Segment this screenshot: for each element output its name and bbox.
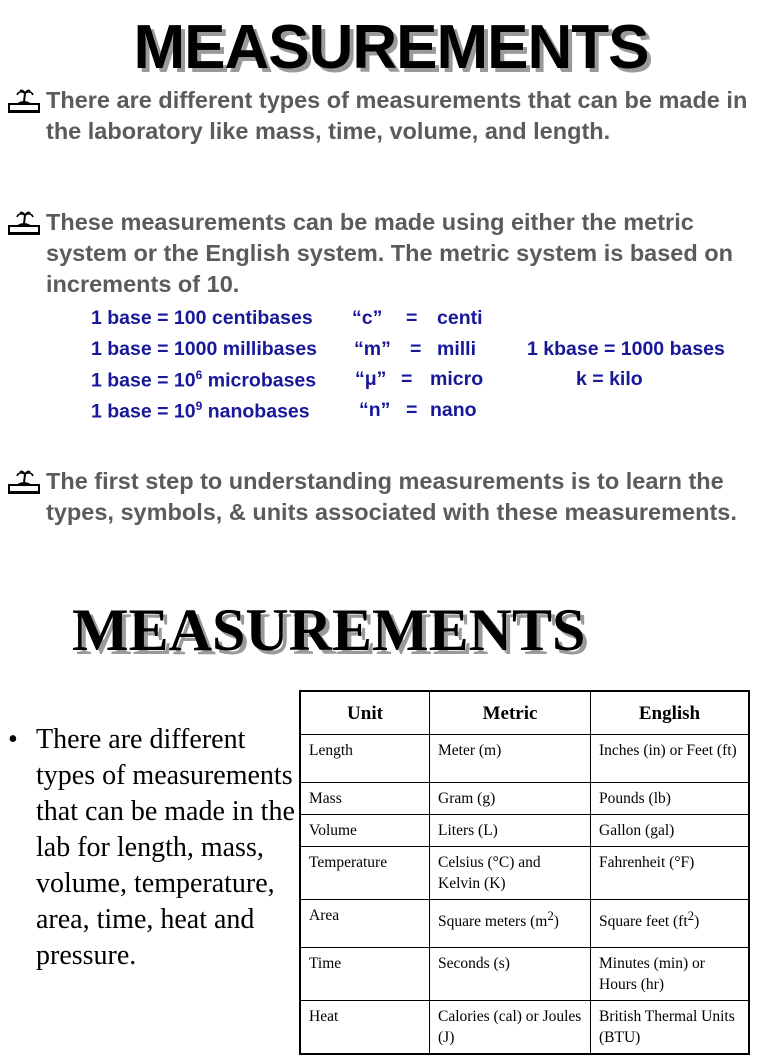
cell-text: ) — [694, 913, 700, 931]
unit-line-centi — [91, 307, 313, 330]
cell-metric — [430, 815, 591, 847]
unit-line-text: microbases — [202, 369, 317, 392]
cell-english — [591, 815, 750, 847]
cell-metric — [430, 735, 591, 783]
cell-unit: Heat — [300, 1001, 430, 1055]
cell-metric — [430, 847, 591, 900]
cell-english — [591, 783, 750, 815]
unit-line-text: nanobases — [202, 400, 310, 423]
unit-exponent: 9 — [195, 399, 203, 413]
cell-english — [591, 847, 750, 900]
unit-symbol-nano: “n” — [359, 399, 391, 421]
slide1-bullet-3 — [8, 466, 760, 528]
cell-english — [591, 735, 750, 783]
cell-unit: Volume — [300, 815, 430, 847]
table-row — [300, 735, 749, 783]
unit-symbol-micro: “μ” — [355, 368, 387, 390]
table-row — [300, 1001, 749, 1055]
cell-metric — [430, 1001, 591, 1055]
cell-exponent: 2 — [547, 908, 554, 923]
unit-name-milli: milli — [437, 338, 477, 360]
slide1-bullet-1-text: There are different types of measurements that can be made in the laboratory like mass, time, volume, and length. — [46, 87, 748, 144]
cell-english — [591, 1001, 750, 1055]
unit-line-text: 1 base = 10 — [91, 400, 196, 423]
cell-text: Meter (m) — [438, 742, 502, 759]
cell-text: Gallon (gal) — [599, 822, 675, 839]
slide2-bullet-text: There are different types of measurements that can be made in the lab for length, mass, volume, temperature, area, time, heat and pressure. — [36, 724, 295, 971]
unit-eq: = — [410, 338, 422, 360]
cell-text: Square meters (m — [438, 913, 548, 931]
cell-text: Inches (in) or Feet (ft) — [599, 742, 737, 759]
measurement-table — [299, 690, 750, 1055]
unit-name-nano: nano — [430, 399, 477, 421]
unit-line-micro — [91, 368, 316, 393]
slide1-bullet-2-text: These measurements can be made using either the metric system or the English system. The metric system is based on increments of 10. — [46, 209, 733, 297]
slide1-bullet-2 — [8, 207, 760, 300]
table-row — [300, 815, 749, 847]
unit-eq: = — [401, 368, 413, 390]
cell-text: ) — [553, 913, 559, 931]
cell-text: Square feet (ft — [599, 913, 688, 931]
table-header-row — [300, 691, 749, 735]
unit-line-text: 1 base = 100 centibases — [91, 307, 313, 329]
cell-english — [591, 948, 750, 1001]
header-english: English — [591, 691, 750, 735]
unit-line-text: 1 base = 10 — [91, 369, 196, 392]
island-palm-icon — [8, 211, 40, 237]
cell-text: Minutes (min) or Hours (hr) — [599, 955, 705, 993]
unit-symbol: “c” — [352, 307, 383, 329]
kilo-definition: 1 kbase = 1000 bases — [527, 338, 725, 360]
cell-text: Celsius (°C) and Kelvin (K) — [438, 854, 541, 892]
cell-text: Calories (cal) or Joules (J) — [438, 1008, 582, 1046]
cell-unit: Time — [300, 948, 430, 1001]
table-row — [300, 847, 749, 900]
header-unit: Unit — [300, 691, 430, 735]
cell-metric — [430, 900, 591, 948]
cell-text: British Thermal Units (BTU) — [599, 1008, 735, 1046]
unit-line-milli — [91, 338, 317, 361]
cell-unit: Mass — [300, 783, 430, 815]
cell-unit: Temperature — [300, 847, 430, 900]
unit-line-text: 1 base = 1000 millibases — [91, 338, 318, 360]
cell-unit: Area — [300, 900, 430, 948]
unit-symbol-centi — [352, 307, 382, 330]
unit-eq: = — [406, 399, 418, 421]
cell-text: Liters (L) — [438, 822, 498, 839]
slide1-bullet-1 — [8, 85, 760, 147]
unit-eq: = — [406, 307, 418, 329]
header-metric: Metric — [430, 691, 591, 735]
cell-text: Gram (g) — [438, 790, 496, 807]
unit-name-centi: centi — [437, 307, 483, 329]
cell-english — [591, 900, 750, 948]
bullet-dot: • — [8, 724, 18, 755]
table-row — [300, 948, 749, 1001]
cell-text: Seconds (s) — [438, 955, 510, 972]
slide2-bullet — [8, 722, 298, 974]
cell-metric — [430, 948, 591, 1001]
unit-exponent: 6 — [195, 368, 203, 382]
kilo-symbol: k = kilo — [576, 368, 643, 390]
slide1-title: MEASUREMENTS — [133, 13, 649, 82]
unit-name-micro: micro — [430, 368, 484, 390]
cell-unit: Length — [300, 735, 430, 783]
island-palm-icon — [8, 470, 40, 496]
slide2-title: MEASUREMENTS — [72, 597, 586, 663]
table-row — [300, 783, 749, 815]
unit-line-nano — [91, 399, 310, 424]
slide1-bullet-3-text: The first step to understanding measurements is to learn the types, symbols, & units associated with these measurements. — [46, 468, 737, 525]
island-palm-icon — [8, 89, 40, 115]
cell-metric — [430, 783, 591, 815]
table-row — [300, 900, 749, 948]
unit-symbol-milli: “m” — [354, 338, 391, 360]
cell-text: Pounds (lb) — [599, 790, 671, 807]
cell-exponent: 2 — [687, 908, 695, 923]
cell-text: Fahrenheit (°F) — [599, 854, 695, 871]
